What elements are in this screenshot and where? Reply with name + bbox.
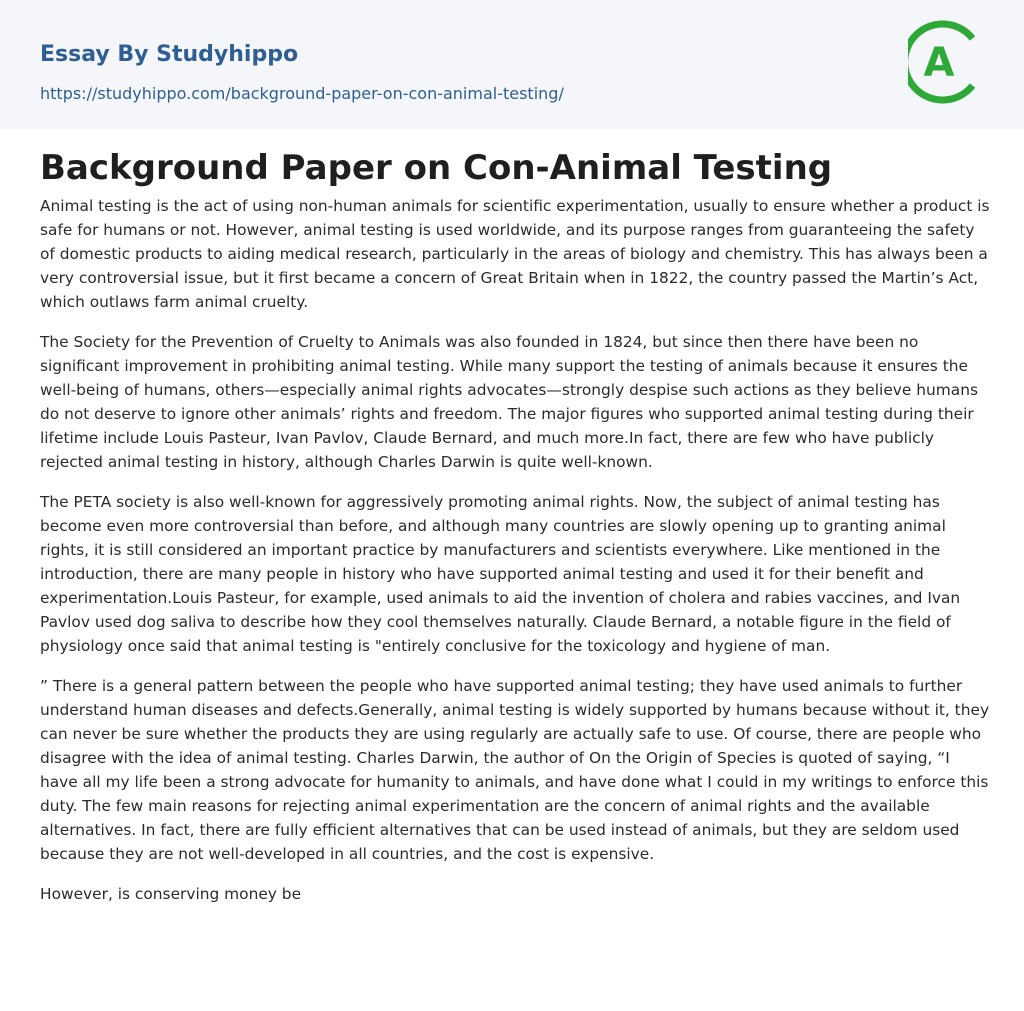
article-paragraph: Animal testing is the act of using non-human animals for scientific experimentation, usually to ensure whether a product is safe for humans or not. However, animal testing is used worldwide, and its purpose ranges from guaranteeing the safety of domestic products to aiding medical research, particularly in the areas of biology and chemistry. This has always been a very controversial issue, but it first became a concern of Great Britain when in 1822, the country passed the Martin’s Act, which outlaws farm animal cruelty.	[40, 197, 990, 311]
article-paragraph: The PETA society is also well-known for aggressively promoting animal rights. Now, the subject of animal testing has become even more controversial than before, and although many countries are slowly opening up to granting animal rights, it is still considered an important practice by manufacturers and scientists everywhere. Like mentioned in the introduction, there are many people in history who have supported animal testing and used it for their benefit and experimentation.Louis Pasteur, for example, used animals to aid the invention of cholera and rabies vaccines, and Ivan Pavlov used dog saliva to describe how they cool themselves naturally. Claude Bernard, a notable figure in the field of physiology once said that animal testing is "entirely conclusive for the toxicology and hygiene of man.	[40, 493, 961, 655]
site-brand[interactable]: Essay By Studyhippo	[40, 42, 299, 67]
logo-letter: A	[923, 40, 955, 86]
page-title: Background Paper on Con-Animal Testing	[40, 148, 833, 188]
studyhippo-logo-icon[interactable]	[908, 18, 988, 106]
article-paragraph: However, is conserving money be	[40, 885, 302, 903]
article-paragraph: The Society for the Prevention of Cruelty to Animals was also founded in 1824, but since then there have been no significant improvement in prohibiting animal testing. While many support the testing of animals because it ensures the well-being of humans, others—especially animal rights advocates—strongly despise such actions as they believe humans do not deserve to ignore other animals’ rights and freedom. The major figures who supported animal testing during their lifetime include Louis Pasteur, Ivan Pavlov, Claude Bernard, and much more.In fact, there are few who have publicly rejected animal testing in history, although Charles Darwin is quite well-known.	[40, 333, 978, 471]
article-body	[40, 194, 990, 922]
source-url-link[interactable]: https://studyhippo.com/background-paper-on-con-animal-testing/	[40, 84, 564, 103]
site-header	[0, 0, 1024, 129]
article-paragraph: ” There is a general pattern between the people who have supported animal testing; they have used animals to further understand human diseases and defects.Generally, animal testing is widely supported by humans because without it, they can never be sure whether the products they are using regularly are actually safe to use. Of course, there are people who disagree with the idea of animal testing. Charles Darwin, the author of On the Origin of Species is quoted of saying, “I have all my life been a strong advocate for humanity to animals, and have done what I could in my writings to enforce this duty. The few main reasons for rejecting animal experimentation are the concern of animal rights and the available alternatives. In fact, there are fully efficient alternatives that can be used instead of animals, but they are seldom used because they are not well-developed in all countries, and the cost is expensive.	[40, 677, 990, 863]
